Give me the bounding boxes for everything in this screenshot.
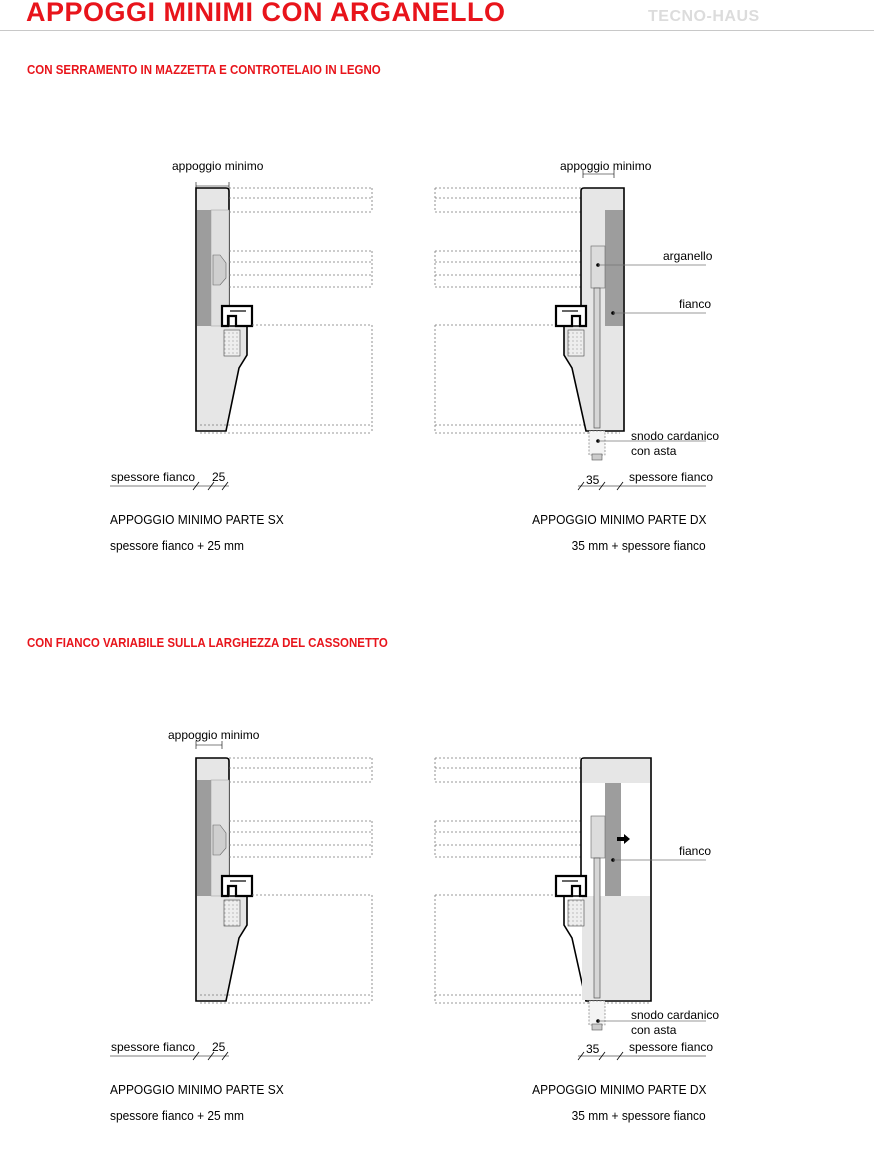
page-title: APPOGGI MINIMI CON ARGANELLO: [26, 0, 506, 27]
label-fianco: fianco: [679, 844, 712, 858]
dimension-25: 25: [212, 1040, 226, 1054]
formula-right-2: 35 mm + spessore fianco: [572, 1108, 706, 1123]
formula-left-1: spessore fianco + 25 mm: [110, 538, 244, 553]
label-con-asta: con asta: [631, 1023, 677, 1037]
brand-logo-text: TECNO-HAUS: [648, 8, 760, 25]
profile-bracket: [556, 876, 586, 896]
label-fianco: fianco: [679, 297, 712, 311]
diagram-right-1: [435, 159, 719, 490]
label-spessore-fianco: spessore fianco: [629, 470, 714, 484]
profile-bracket: [222, 876, 252, 896]
label-appoggio-minimo: appoggio minimo: [168, 728, 260, 742]
gray-band: [197, 780, 211, 896]
label-snodo-cardanico: snodo cardanico: [631, 429, 720, 443]
label-snodo-cardanico: snodo cardanico: [631, 1008, 720, 1022]
top-band: [582, 759, 650, 783]
diagram-left-1: [110, 159, 372, 490]
label-spessore-fianco: spessore fianco: [111, 470, 196, 484]
snodo-cardanico: [589, 431, 605, 455]
diagram-right-2: [435, 758, 719, 1060]
label-spessore-fianco: spessore fianco: [629, 1040, 714, 1054]
profile-bracket: [222, 306, 252, 326]
diagram-left-2: [110, 728, 372, 1060]
dimension-25: 25: [212, 470, 226, 484]
label-appoggio-minimo: appoggio minimo: [172, 159, 264, 173]
label-spessore-fianco: spessore fianco: [111, 1040, 196, 1054]
bottom-band: [582, 896, 650, 1000]
profile-bracket: [556, 306, 586, 326]
section-title-2: CON FIANCO VARIABILE SULLA LARGHEZZA DEL CASSONETTO: [27, 636, 388, 650]
dimension-35: 35: [586, 473, 600, 487]
crank-shaft: [594, 288, 600, 428]
caption-left-2: APPOGGIO MINIMO PARTE SX: [110, 1082, 284, 1097]
gray-band: [197, 210, 211, 326]
crank-shaft: [594, 858, 600, 998]
arganello-body: [591, 816, 605, 858]
caption-right-2: APPOGGIO MINIMO PARTE DX: [531, 1082, 706, 1097]
gray-band: [605, 210, 623, 326]
caption-right-1: APPOGGIO MINIMO PARTE DX: [531, 512, 706, 527]
label-arganello: arganello: [663, 249, 713, 263]
caption-left-1: APPOGGIO MINIMO PARTE SX: [110, 512, 284, 527]
arganello-body: [591, 246, 605, 288]
formula-right-1: 35 mm + spessore fianco: [572, 538, 706, 553]
dimension-35: 35: [586, 1042, 600, 1056]
section-title-1: CON SERRAMENTO IN MAZZETTA E CONTROTELAIO IN LEGNO: [27, 63, 381, 77]
formula-left-2: spessore fianco + 25 mm: [110, 1108, 244, 1123]
label-con-asta: con asta: [631, 444, 677, 458]
label-appoggio-minimo: appoggio minimo: [560, 159, 652, 173]
